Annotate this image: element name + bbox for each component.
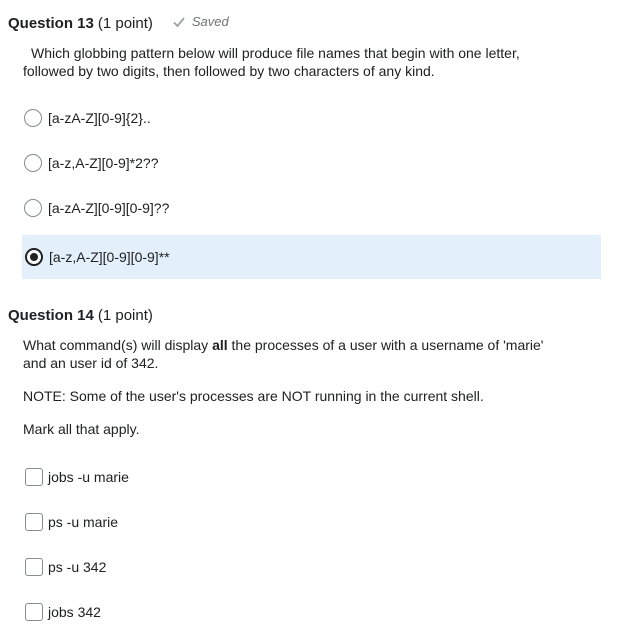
question-14-note: NOTE: Some of the user's processes are NOT running in the current shell. [23,388,484,404]
checkbox[interactable] [25,468,43,486]
option-label: ps -u 342 [48,559,107,575]
radio-button[interactable] [24,109,42,127]
radio-button-selected[interactable] [25,248,43,266]
option-label: [a-zA-Z][0-9][0-9]?? [48,200,170,216]
radio-button[interactable] [24,154,42,172]
question-14-instruction: Mark all that apply. [23,421,140,437]
option-label: [a-z,A-Z][0-9]*2?? [48,155,159,171]
prompt-emphasis: all [212,337,228,353]
prompt-text: What command(s) will display [23,337,213,353]
question-14-prompt-line2: and an user id of 342. [23,355,159,371]
option-label: jobs -u marie [48,469,129,485]
question-13-points: (1 point) [97,14,153,32]
q13-option-4[interactable] [22,235,601,279]
question-13-header [8,14,229,32]
question-14-title: Question 14 [8,307,94,324]
question-13-prompt-line2: followed by two digits, then followed by two characters of any kind. [23,63,435,79]
check-icon [173,16,185,28]
q14-option-2[interactable] [25,512,118,532]
q13-option-3[interactable] [24,198,169,218]
question-13-title: Question 13 [8,14,94,32]
q13-option-2[interactable] [24,153,159,173]
question-13-prompt-line1: Which globbing pattern below will produce file names that begin with one letter, [31,45,520,61]
question-14-prompt-line1 [23,336,543,354]
q14-option-1[interactable] [25,467,129,487]
checkbox[interactable] [25,558,43,576]
q13-option-1[interactable] [24,108,151,128]
option-label: jobs 342 [48,604,101,620]
option-label: [a-zA-Z][0-9]{2}.. [48,110,151,126]
checkbox[interactable] [25,513,43,531]
question-14-points: (1 point) [97,307,153,324]
checkbox[interactable] [25,603,43,621]
option-label: ps -u marie [48,514,119,530]
q14-option-3[interactable] [25,557,106,577]
q14-option-4[interactable] [25,602,101,622]
option-label: [a-z,A-Z][0-9][0-9]** [49,249,170,265]
saved-label: Saved [191,14,229,29]
prompt-text: the processes of a user with a username of 'marie' [227,337,544,353]
saved-status [173,14,229,29]
question-14-header [8,307,153,324]
radio-button[interactable] [24,199,42,217]
